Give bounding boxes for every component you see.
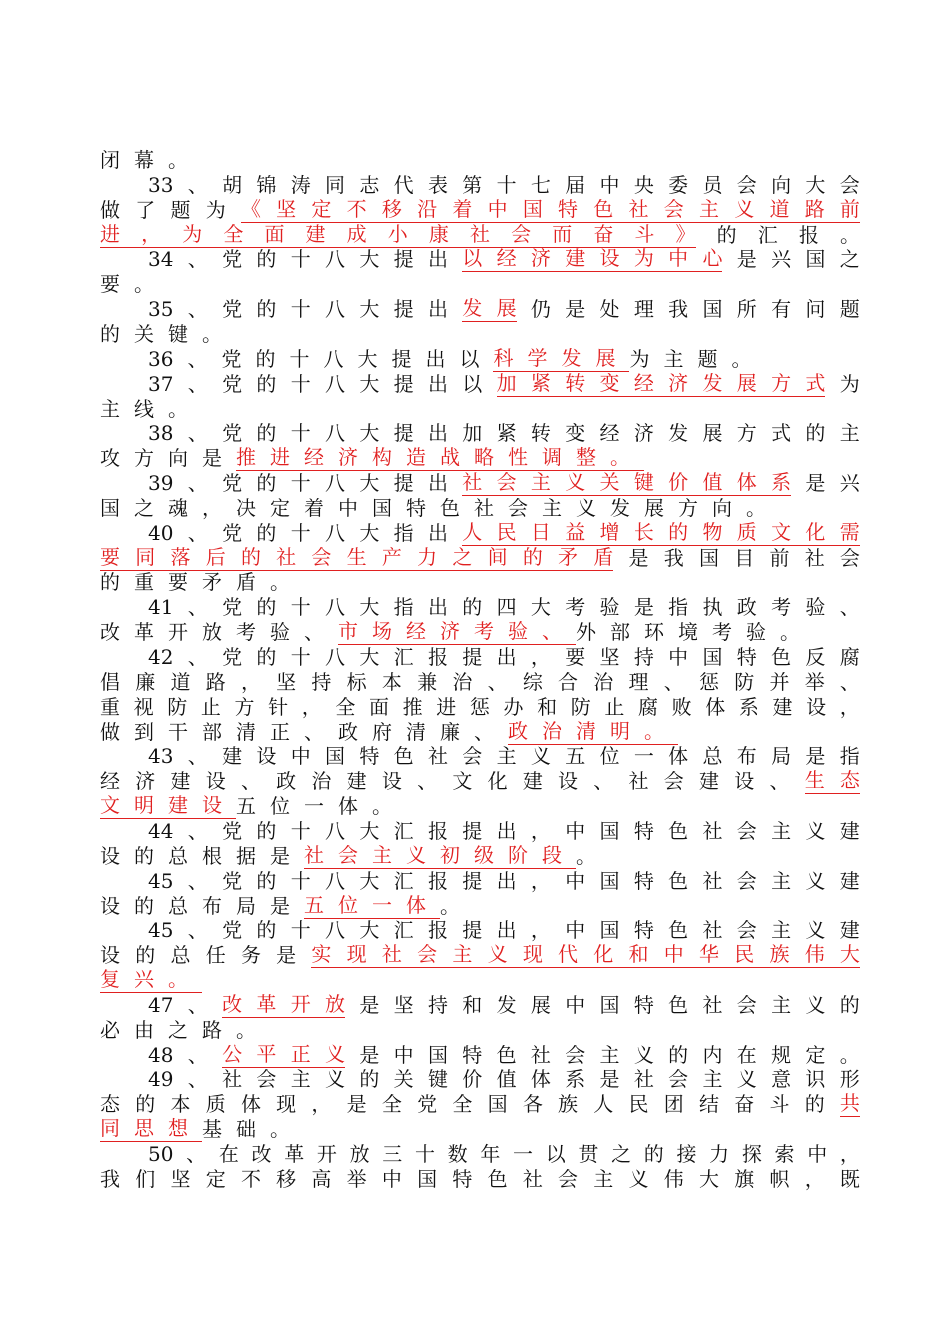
answer-fill-in: 要 同 落 后 的 社 会 生 产 力 之 间 的 矛 盾 — [100, 544, 614, 569]
answer-fill-in: 五 位 一 体 — [304, 893, 440, 919]
text-line: 设 的 总 根 据 是 社 会 主 义 初 级 阶 段 。 — [100, 842, 596, 868]
answer-fill-in: 复 兴 。 — [100, 967, 202, 993]
answer-fill-in: 社 会 主 义 初 级 阶 段 — [304, 843, 576, 869]
answer-fill-in: 发 展 — [462, 296, 517, 321]
text-line: 45 、 党 的 十 八 大 汇 报 提 出 ， 中 国 特 色 社 会 主 义 建 — [148, 868, 860, 893]
text-line: 进 ， 为 全 面 建 成 小 康 社 会 而 奋 斗 》 的 汇 报 。 — [100, 221, 860, 247]
text-line: 38 、 党 的 十 八 大 提 出 加 紧 转 变 经 济 发 展 方 式 的 主 — [148, 421, 860, 446]
text-line: 37 、 党 的 十 八 大 提 出 以 加 紧 转 变 经 济 发 展 方 式 为 — [148, 370, 860, 396]
answer-fill-in: 公 平 正 义 — [222, 1041, 346, 1066]
text-line: 44 、 党 的 十 八 大 汇 报 提 出 ， 中 国 特 色 社 会 主 义 建 — [148, 818, 860, 843]
text-line: 47 、 改 革 开 放 是 坚 持 和 发 展 中 国 特 色 社 会 主 义 的 — [148, 991, 860, 1017]
text-line: 50 、 在 改 革 开 放 三 十 数 年 一 以 贯 之 的 接 力 探 索 中 ， — [148, 1142, 860, 1166]
text-line: 经 济 建 设 、 政 治 建 设 、 文 化 建 设 、 社 会 建 设 、 生 态 — [100, 768, 860, 794]
text-line: 41 、 党 的 十 八 大 指 出 的 四 大 考 验 是 指 执 政 考 验 、 — [148, 595, 860, 620]
text-line: 国 之 魂 ， 决 定 着 中 国 特 色 社 会 主 义 发 展 方 向 。 — [100, 495, 766, 520]
text-line: 重 视 防 止 方 针 ， 全 面 推 进 惩 办 和 防 止 腐 败 体 系 建 设 ， — [100, 694, 860, 719]
text-line: 攻 方 向 是 推 进 经 济 构 造 战 略 性 调 整 。 — [100, 446, 860, 471]
answer-fill-in: 实 现 社 会 主 义 现 代 化 和 中 华 民 族 伟 大 — [311, 942, 860, 967]
text-line: 43 、 建 设 中 国 特 色 社 会 主 义 五 位 一 体 总 布 局 是 指 — [148, 744, 860, 769]
answer-fill-in: 生 态 — [804, 768, 860, 793]
text-line — [100, 968, 860, 993]
text-line: 的 关 键 。 — [100, 321, 222, 346]
text-line: 35 、 党 的 十 八 大 提 出 发 展 仍 是 处 理 我 国 所 有 问 题 — [148, 296, 860, 322]
answer-fill-in: 加 紧 转 变 经 济 发 展 方 式 — [496, 370, 826, 395]
text-line: 49 、 社 会 主 义 的 关 键 价 值 体 系 是 社 会 主 义 意 识 形 — [148, 1067, 860, 1092]
text-line: 主 线 。 — [100, 396, 188, 421]
text-line: 36 、 党 的 十 八 大 提 出 以 科 学 发 展 为 主 题 。 — [148, 345, 752, 371]
answer-fill-in: 以 经 济 建 设 为 中 心 — [462, 246, 723, 271]
text-line: 的 重 要 矛 盾 。 — [100, 570, 290, 595]
answer-fill-in: 同 思 想 — [100, 1116, 202, 1142]
text-line: 态 的 本 质 体 现 ， 是 全 党 全 国 各 族 人 民 团 结 奋 斗 的 共 — [100, 1091, 860, 1117]
text-line: 要 。 — [100, 272, 154, 297]
text-line: 33 、 胡 锦 涛 同 志 代 表 第 十 七 届 中 央 委 员 会 向 大 会 — [148, 172, 860, 197]
text-line: 做 到 干 部 清 正 、 政 府 清 廉 、 政 治 清 明 。 — [100, 720, 860, 745]
text-line: 文 明 建 设 五 位 一 体 。 — [100, 793, 392, 819]
answer-fill-in: 改 革 开 放 — [222, 991, 346, 1016]
answer-fill-in: 进 ， 为 全 面 建 成 小 康 社 会 而 奋 斗 》 — [100, 221, 696, 246]
answer-fill-in: 政 治 清 明 。 — [508, 719, 678, 745]
text-line: 要 同 落 后 的 社 会 生 产 力 之 间 的 矛 盾 是 我 国 目 前 社 会 — [100, 544, 860, 570]
answer-fill-in: 文 明 建 设 — [100, 793, 236, 819]
answer-fill-in: 共 — [839, 1091, 860, 1116]
answer-fill-in: 人 民 日 益 增 长 的 物 质 文 化 需 — [462, 519, 860, 544]
text-line: 必 由 之 路 。 — [100, 1017, 256, 1042]
text-line: 45 、 党 的 十 八 大 汇 报 提 出 ， 中 国 特 色 社 会 主 义 建 — [148, 918, 860, 943]
answer-fill-in: 市 场 经 济 考 验 、 — [338, 619, 576, 645]
answer-fill-in: 社 会 主 义 关 键 价 值 体 系 — [462, 470, 792, 495]
text-line: 改 革 开 放 考 验 、 市 场 经 济 考 验 、 外 部 环 境 考 验 。 — [100, 619, 800, 645]
answer-fill-in: 推 进 经 济 构 造 战 略 性 调 整 。 — [236, 445, 644, 471]
text-line: 39 、 党 的 十 八 大 提 出 社 会 主 义 关 键 价 值 体 系 是 兴 — [148, 470, 860, 496]
text-line: 同 思 想 基 础 。 — [100, 1116, 290, 1142]
text-line: 42 、 党 的 十 八 大 汇 报 提 出 ， 要 坚 持 中 国 特 色 反 腐 — [148, 645, 860, 669]
answer-fill-in: 《 坚 定 不 移 沿 着 中 国 特 色 社 会 主 义 道 路 前 — [240, 196, 860, 221]
text-line: 闭 幕 。 — [100, 148, 188, 172]
text-line: 设 的 总 任 务 是 实 现 社 会 主 义 现 代 化 和 中 华 民 族 伟 大 — [100, 942, 860, 968]
answer-fill-in: 科 学 发 展 — [493, 346, 629, 372]
text-line: 48 、 公 平 正 义 是 中 国 特 色 社 会 主 义 的 内 在 规 定 。 — [148, 1041, 860, 1067]
text-line: 34 、 党 的 十 八 大 提 出 以 经 济 建 设 为 中 心 是 兴 国 之 — [148, 246, 860, 272]
text-line: 40 、 党 的 十 八 大 指 出 人 民 日 益 增 长 的 物 质 文 化 需 — [148, 519, 860, 545]
text-line: 设 的 总 布 局 是 五 位 一 体 。 — [100, 892, 460, 918]
text-line: 我 们 坚 定 不 移 高 举 中 国 特 色 社 会 主 义 伟 大 旗 帜 ， 既 — [100, 1166, 860, 1191]
text-line: 倡 廉 道 路 ， 坚 持 标 本 兼 治 、 综 合 治 理 、 惩 防 并 举 、 — [100, 669, 860, 694]
text-line: 做 了 题 为 《 坚 定 不 移 沿 着 中 国 特 色 社 会 主 义 道 路 前 — [100, 196, 860, 222]
